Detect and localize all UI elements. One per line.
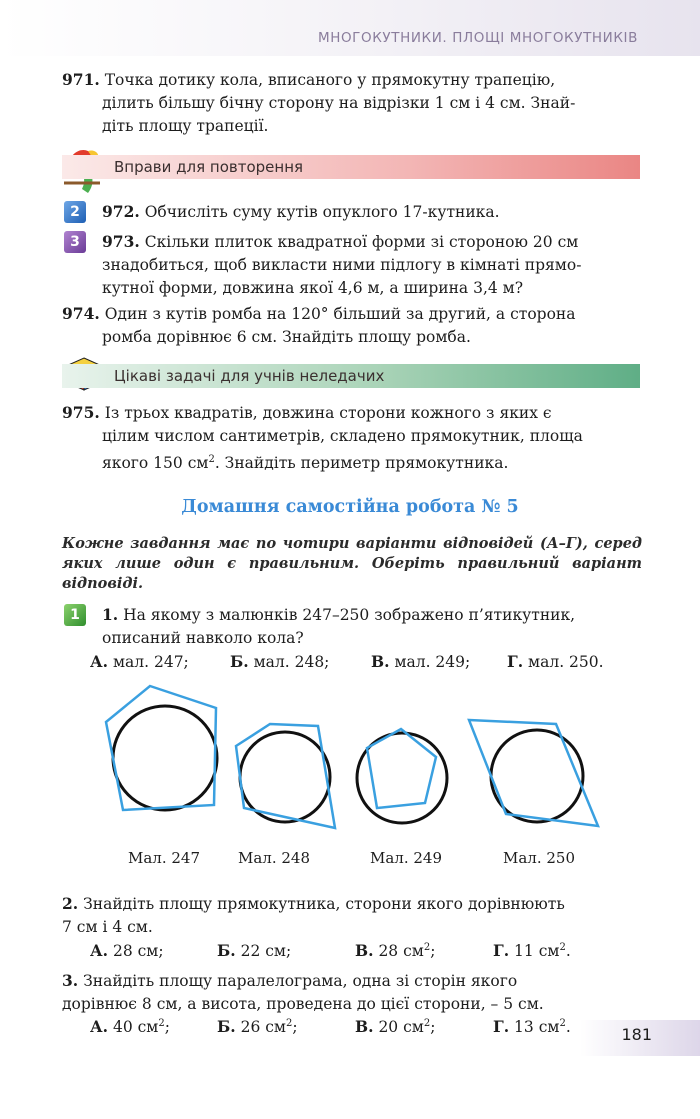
section-band-repetition: Вправи для повторення [62, 155, 640, 179]
figure-249 [357, 729, 447, 823]
answer-options-q1: А. мал. 247; Б. мал. 248; В. мал. 249; Г. мал. 250. [90, 652, 604, 671]
problem-973: 973. Скільки плиток квадратної форми зі стороною 20 см знадобиться, щоб викласти ними підлогу в кімнаті прямо- кутної форми, довжина якої 4,6 м, а ширина 3,4 м? [102, 232, 582, 297]
figure-250 [469, 720, 598, 826]
figures-247-250 [0, 680, 700, 840]
answer-options-q2: А. 28 см; Б. 22 см; В. 28 $см^2$; Г. 11 $см^2$. [90, 941, 571, 960]
question-2: 2. Знайдіть площу прямокутника, сторони якого дорівнюють 7 см і 4 см. [62, 894, 565, 936]
caption-250: Мал. 250 [503, 849, 575, 867]
question-1: 1. На якому з малюнків 247–250 зображено п’ятикутник, описаний навколо кола? [102, 605, 576, 647]
problem-971: 971. Точка дотику кола, вписаного у прямокутну трапецію, ділить більшу бічну сторону на відрізки 1 см і 4 см. Знай- діть площу трапеції. [62, 70, 576, 135]
answer-options-q3: А. 40 $см^2$; Б. 26 $см^2$; В. 20 $см^2$; Г. 13 $см^2$. [90, 1017, 571, 1036]
homework-instructions: Кожне завдання має по чотири варіанти відповідей (А–Г), серед яких лише один є правильним. Оберіть правильний варіант відповіді. [62, 535, 642, 592]
problem-975: 975. Із трьох квадратів, довжина сторони кожного з яких є цілим числом сантиметрів, складено прямокутник, площа якого 150 $см^2$. Знайдіть периметр прямокутника. [62, 403, 583, 472]
level-2-icon: 2 [64, 201, 86, 223]
section-band-interesting: Цікаві задачі для учнів неледачих [62, 364, 640, 388]
level-1-icon: 1 [64, 604, 86, 626]
running-head: МНОГОКУТНИКИ. ПЛОЩІ МНОГОКУТНИКІВ [317, 30, 638, 46]
problem-974: 974. Один з кутів ромба на 120° більший за другий, а сторона ромба дорівнює 6 см. Знайдіть площу ромба. [62, 304, 576, 346]
level-3-icon: 3 [64, 231, 86, 253]
figure-247 [106, 686, 217, 810]
problem-number: 971. [62, 70, 100, 89]
caption-248: Мал. 248 [238, 849, 310, 867]
caption-249: Мал. 249 [370, 849, 442, 867]
caption-247: Мал. 247 [128, 849, 200, 867]
header-band [0, 0, 700, 56]
question-3: 3. Знайдіть площу паралелограма, одна зі сторін якого дорівнює 8 см, а висота, проведена до цієї сторони, – 5 см. [62, 971, 544, 1013]
homework-title: Домашня самостійна робота № 5 [181, 497, 519, 517]
page-number: 181 [621, 1025, 652, 1044]
figure-248 [236, 724, 335, 828]
problem-972: 972. Обчисліть суму кутів опуклого 17-кутника. [102, 202, 500, 221]
